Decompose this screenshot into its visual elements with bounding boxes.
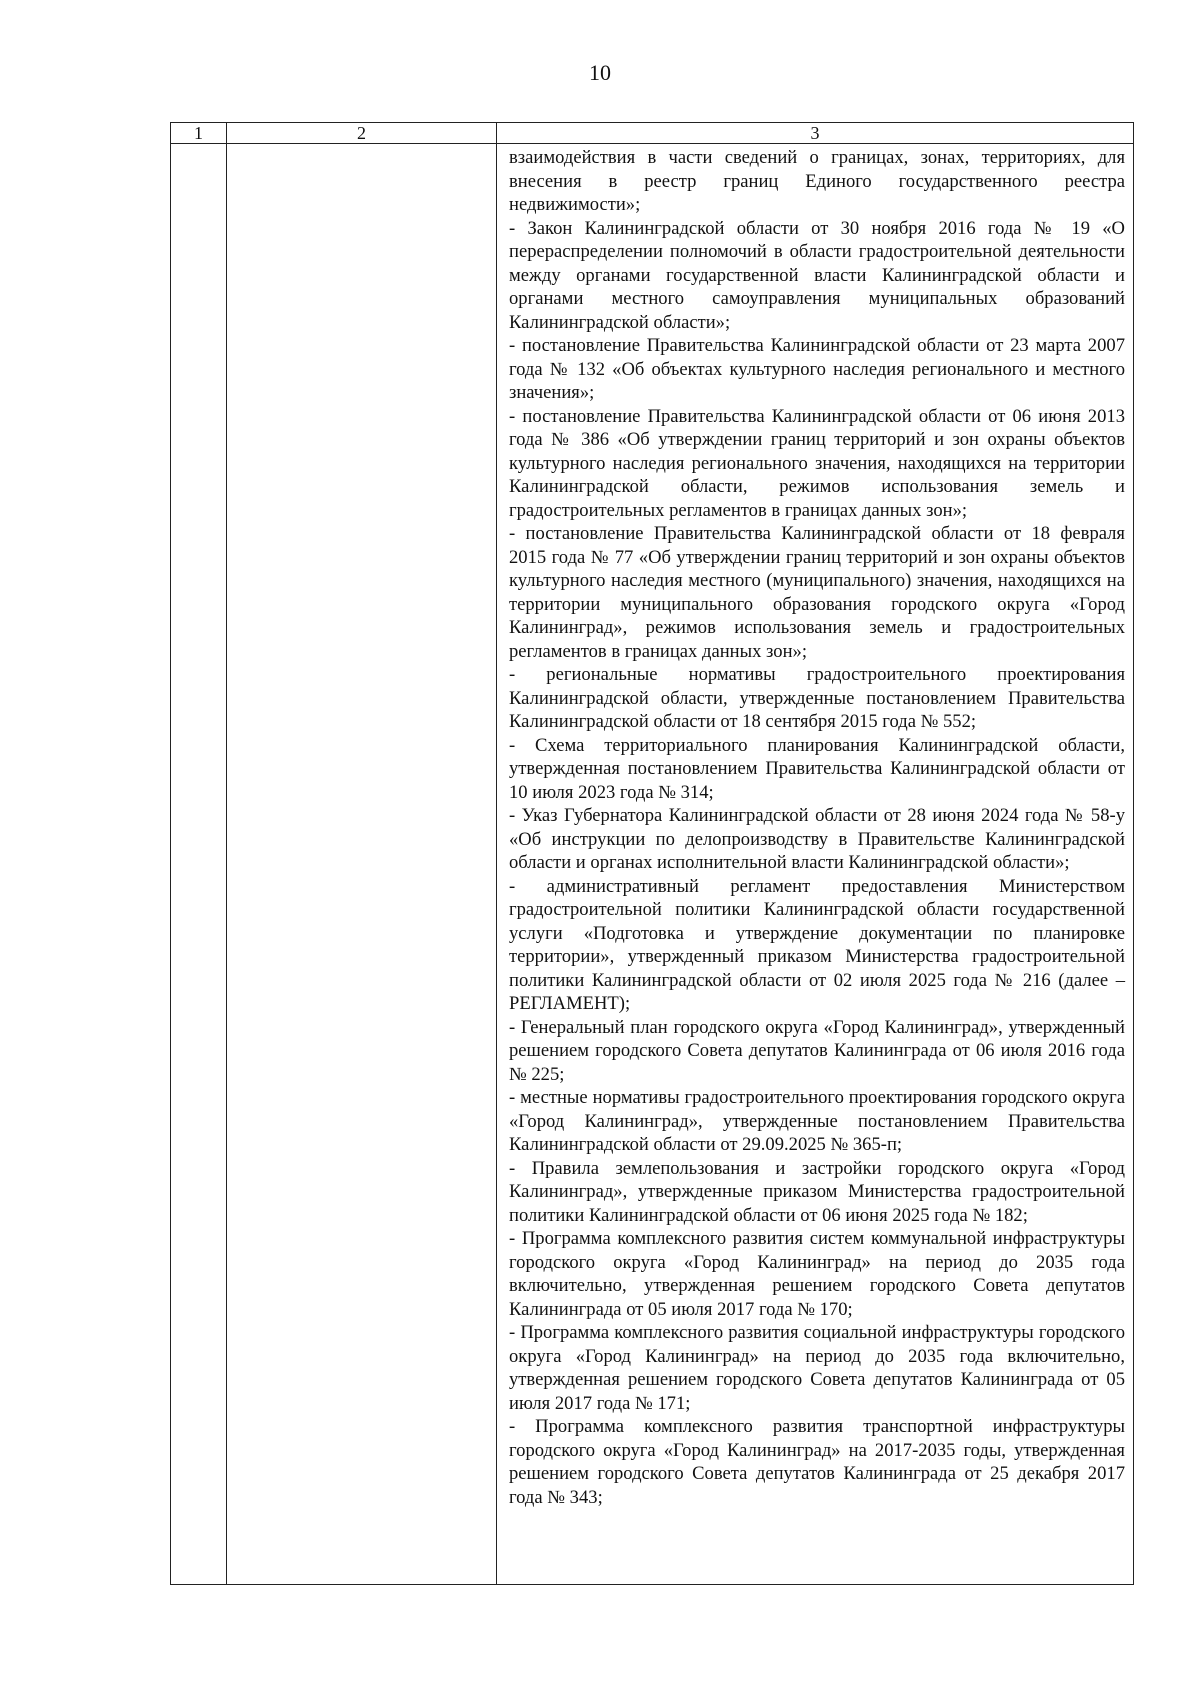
paragraph: - Закон Калининградской области от 30 ноября 2016 года № 19 «О перераспределении полномочий в области градостроительной деятельности между органами государственной власти Калининградской области и органами местного самоуправления муниципальных образований Калининградской области»; bbox=[509, 217, 1125, 333]
column-header-2: 2 bbox=[227, 123, 497, 144]
paragraph: - Генеральный план городского округа «Город Калининград», утвержденный решением городского Совета депутатов Калининграда от 06 июля 2016 года № 225; bbox=[509, 1016, 1125, 1085]
table-row bbox=[171, 144, 1134, 1585]
column-3-cell bbox=[497, 144, 1134, 1585]
table-header-row bbox=[171, 123, 1134, 144]
document-table bbox=[170, 122, 1134, 1585]
paragraph: - постановление Правительства Калининградской области от 23 марта 2007 года № 132 «Об объектах культурного наследия регионального и местного значения»; bbox=[509, 335, 1125, 403]
paragraph: - постановление Правительства Калининградской области от 18 февраля 2015 года № 77 «Об утверждении границ территорий и зон охраны объектов культурного наследия местного (муниципального) значения, находящихся на территории муниципального образования городского округа «Город Калининград», режимов использования земель и градостроительных регламентов в границах данных зон»; bbox=[509, 523, 1125, 662]
column-header-1: 1 bbox=[171, 123, 227, 144]
paragraph: - местные нормативы градостроительного проектирования городского округа «Город Калининград», утвержденные постановлением Правительства Калининградской области от 29.09.2025 № 365-п; bbox=[509, 1087, 1125, 1155]
paragraph: - административный регламент предоставления Министерством градостроительной политики Калининградской области государственной услуги «Подготовка и утверждение документации по планировке территории», утвержденный приказом Министерства градостроительной политики Калининградской области от 02 июля 2025 года № 216 (далее – РЕГЛАМЕНТ); bbox=[509, 875, 1125, 1014]
paragraph: - региональные нормативы градостроительного проектирования Калининградской области, утвержденные постановлением Правительства Калининградской области от 18 сентября 2015 года № 552; bbox=[509, 664, 1125, 732]
paragraph: - Программа комплексного развития социальной инфраструктуры городского округа «Город Калининград» на период до 2035 года включительно, утвержденная решением городского Совета депутатов Калининграда от 05 июля 2017 года № 171; bbox=[509, 1322, 1125, 1414]
column-1-cell bbox=[171, 144, 227, 1585]
page-number: 10 bbox=[589, 60, 611, 85]
paragraph: - постановление Правительства Калининградской области от 06 июня 2013 года № 386 «Об утверждении границ территорий и зон охраны объектов культурного наследия регионального значения, находящихся на территории Калининградской области, режимов использования земель и градостроительных регламентов в границах данных зон»; bbox=[509, 405, 1125, 521]
column-2-cell bbox=[227, 144, 497, 1585]
paragraph: - Схема территориального планирования Калининградской области, утвержденная постановлением Правительства Калининградской области от 10 июля 2023 года № 314; bbox=[509, 734, 1125, 803]
paragraph: - Программа комплексного развития транспортной инфраструктуры городского округа «Город Калининград» на 2017-2035 годы, утвержденная решением городского Совета депутатов Калининграда от 25 декабря 2017 года № 343; bbox=[509, 1416, 1125, 1508]
paragraph: - Правила землепользования и застройки городского округа «Город Калининград», утвержденные приказом Министерства градостроительной политики Калининградской области от 06 июня 2025 года № 182; bbox=[509, 1157, 1125, 1226]
paragraph: взаимодействия в части сведений о границах, зонах, территориях, для внесения в реестр границ Единого государственного реестра недвижимости»; bbox=[509, 147, 1125, 215]
paragraph: - Указ Губернатора Калининградской области от 28 июня 2024 года № 58-у «Об инструкции по делопроизводству в Правительстве Калининградской области и органах исполнительной власти Калининградской области»; bbox=[509, 805, 1125, 873]
column-header-3: 3 bbox=[497, 123, 1134, 144]
paragraph: - Программа комплексного развития систем коммунальной инфраструктуры городского округа «Город Калининград» на период до 2035 года включительно, утвержденная решением городского Совета депутатов Калининграда от 05 июля 2017 года № 170; bbox=[509, 1228, 1125, 1320]
